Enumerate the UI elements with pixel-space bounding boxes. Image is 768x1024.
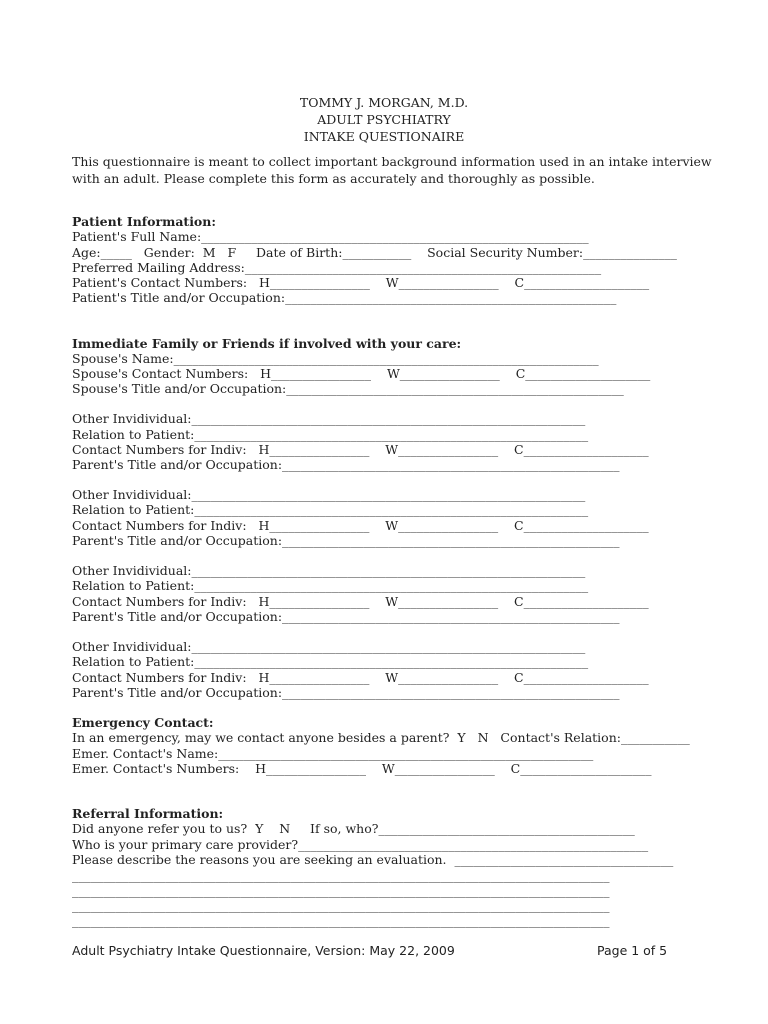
evaluation-reasons-field[interactable]: Please describe the reasons you are seeking an evaluation. ___________________________________ (72, 852, 674, 867)
family-heading: Immediate Family or Friends if involved with your care: (72, 336, 462, 351)
indiv-1-contacts-field[interactable]: Contact Numbers for Indiv: H________________ W________________ C____________________ (72, 442, 649, 457)
primary-care-field[interactable]: Who is your primary care provider?________________________________________________________ (72, 837, 649, 852)
spouse-occupation-field[interactable]: Spouse's Title and/or Occupation:______________________________________________________ (72, 381, 624, 396)
indiv-2-contacts-field[interactable]: Contact Numbers for Indiv: H________________ W________________ C____________________ (72, 518, 649, 533)
specialty: ADULT PSYCHIATRY (317, 112, 451, 127)
referral-heading: Referral Information: (72, 806, 224, 821)
intro-line-2: with an adult. Please complete this form as accurately and thoroughly as possible. (72, 171, 595, 186)
document-header (0, 94, 768, 145)
indiv-4-contacts-field[interactable]: Contact Numbers for Indiv: H________________ W________________ C____________________ (72, 670, 649, 685)
parent-4-occupation-field[interactable]: Parent's Title and/or Occupation:______________________________________________________ (72, 685, 620, 700)
form-title: INTAKE QUESTIONAIRE (303, 129, 465, 144)
other-individual-4-field[interactable]: Other Invidividual:_______________________________________________________________ (72, 639, 586, 654)
spouse-name-field[interactable]: Spouse's Name:____________________________________________________________________ (72, 351, 599, 366)
reasons-blank-line-1[interactable]: ______________________________________________________________________________________ (72, 868, 610, 883)
reasons-blank-line-3[interactable]: ______________________________________________________________________________________ (72, 898, 610, 913)
emergency-heading: Emergency Contact: (72, 715, 214, 730)
parent-3-occupation-field[interactable]: Parent's Title and/or Occupation:______________________________________________________ (72, 609, 620, 624)
other-individual-3-field[interactable]: Other Invidividual:_______________________________________________________________ (72, 563, 586, 578)
relation-4-field[interactable]: Relation to Patient:_______________________________________________________________ (72, 654, 589, 669)
patient-contact-numbers-field[interactable]: Patient's Contact Numbers: H________________ W________________ C____________________ (72, 275, 650, 290)
patient-mailing-address-field[interactable]: Preferred Mailing Address:_________________________________________________________ (72, 260, 602, 275)
emergency-name-field[interactable]: Emer. Contact's Name:____________________________________________________________ (72, 746, 594, 761)
patient-occupation-field[interactable]: Patient's Title and/or Occupation:_____________________________________________________ (72, 290, 617, 305)
reasons-blank-line-2[interactable]: ______________________________________________________________________________________ (72, 883, 610, 898)
patient-full-name-field[interactable]: Patient's Full Name:______________________________________________________________ (72, 229, 589, 244)
relation-2-field[interactable]: Relation to Patient:_______________________________________________________________ (72, 502, 589, 517)
intro-paragraph (72, 153, 712, 187)
referral-who-field[interactable]: Did anyone refer you to us? Y N If so, who?_________________________________________ (72, 821, 635, 836)
parent-2-occupation-field[interactable]: Parent's Title and/or Occupation:______________________________________________________ (72, 533, 620, 548)
other-individual-2-field[interactable]: Other Invidividual:_______________________________________________________________ (72, 487, 586, 502)
intro-line-1: This questionnaire is meant to collect important background information used in an intake interview (72, 154, 712, 169)
other-individual-1-field[interactable]: Other Invidividual:_______________________________________________________________ (72, 411, 586, 426)
relation-1-field[interactable]: Relation to Patient:_______________________________________________________________ (72, 427, 589, 442)
emergency-question-field[interactable]: In an emergency, may we contact anyone besides a parent? Y N Contact's Relation:___________ (72, 730, 690, 745)
patient-age-gender-dob-ssn-field[interactable]: Age:_____ Gender: M F Date of Birth:___________ Social Security Number:_______________ (72, 245, 677, 260)
footer-page-number: Page 1 of 5 (597, 943, 668, 958)
emergency-numbers-field[interactable]: Emer. Contact's Numbers: H________________ W________________ C_____________________ (72, 761, 652, 776)
patient-info-heading: Patient Information: (72, 214, 216, 229)
spouse-contact-numbers-field[interactable]: Spouse's Contact Numbers: H________________ W________________ C____________________ (72, 366, 651, 381)
parent-1-occupation-field[interactable]: Parent's Title and/or Occupation:______________________________________________________ (72, 457, 620, 472)
footer-version: Adult Psychiatry Intake Questionnaire, Version: May 22, 2009 (72, 943, 455, 958)
reasons-blank-line-4[interactable]: ______________________________________________________________________________________ (72, 913, 610, 928)
doctor-name: TOMMY J. MORGAN, M.D. (299, 95, 469, 110)
indiv-3-contacts-field[interactable]: Contact Numbers for Indiv: H________________ W________________ C____________________ (72, 594, 649, 609)
relation-3-field[interactable]: Relation to Patient:_______________________________________________________________ (72, 578, 589, 593)
